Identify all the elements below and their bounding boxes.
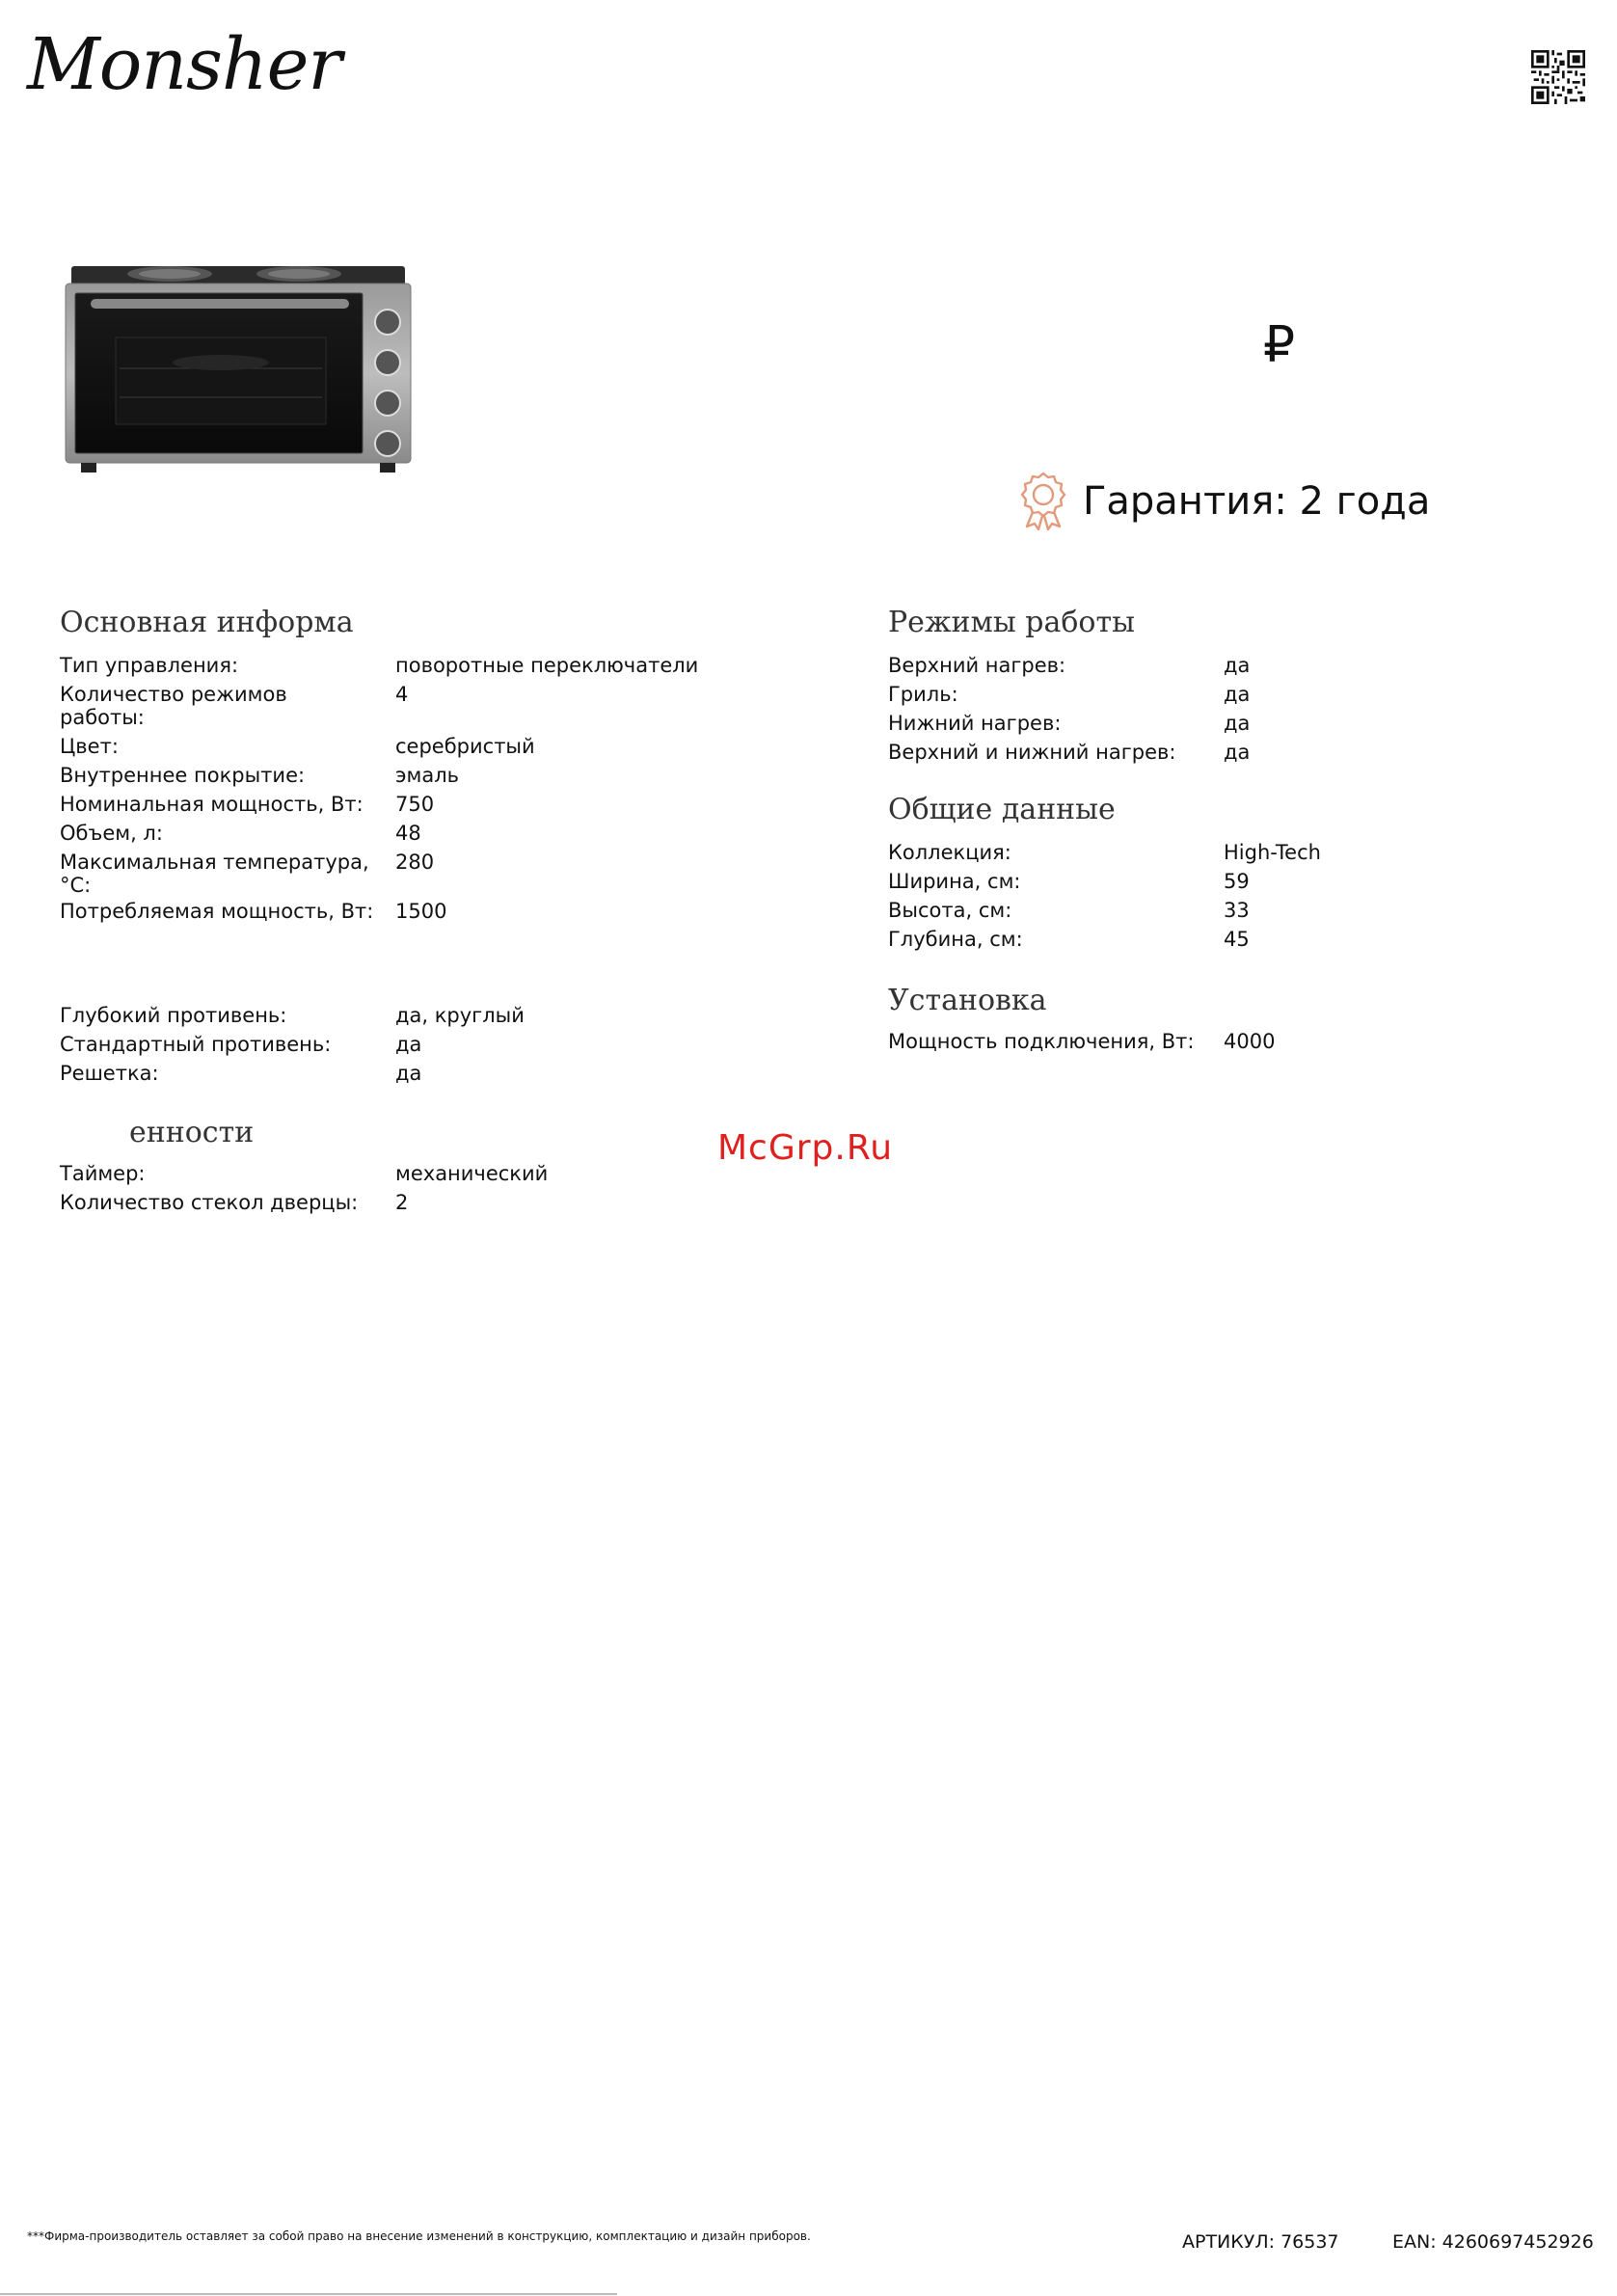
price-currency: ₽ [1263, 316, 1296, 374]
ean-code: EAN: 4260697452926 [1392, 2231, 1594, 2253]
spec-label: Количество стекол дверцы: [60, 1191, 359, 1214]
spec-value: 59 [1224, 870, 1250, 893]
divider [0, 2293, 617, 2295]
spec-label: Цвет: [60, 735, 119, 758]
spec-value: 48 [395, 822, 421, 845]
spec-value: да [1224, 683, 1251, 706]
spec-label: Внутреннее покрытие: [60, 764, 306, 787]
oven-image [62, 262, 415, 476]
watermark: McGrp.Ru [717, 1128, 894, 1168]
qr-code-icon [1531, 50, 1585, 104]
spec-label: Глубокий противень: [60, 1004, 287, 1027]
spec-label: Решетка: [60, 1062, 159, 1085]
spec-value: High-Tech [1224, 841, 1321, 864]
spec-label: Максимальная температура, °С: [60, 851, 369, 897]
spec-value: поворотные переключатели [395, 654, 699, 677]
spec-value: 33 [1224, 899, 1250, 922]
spec-value: 750 [395, 793, 435, 816]
spec-value: да [1224, 712, 1251, 735]
spec-label: Количество режимов работы: [60, 683, 287, 729]
spec-value: да [1224, 654, 1251, 677]
spec-label: Номинальная мощность, Вт: [60, 793, 364, 816]
spec-value: 4000 [1224, 1030, 1276, 1053]
section-title-install: Установка [888, 984, 1047, 1017]
spec-label: Мощность подключения, Вт: [888, 1030, 1195, 1053]
section-title-general: Общие данные [888, 793, 1116, 826]
award-badge-icon [1017, 471, 1069, 532]
spec-label: Верхний и нижний нагрев: [888, 741, 1176, 764]
spec-label: Потребляемая мощность, Вт: [60, 900, 374, 923]
spec-label: Высота, см: [888, 899, 1012, 922]
spec-value: 1500 [395, 900, 447, 923]
spec-label: Глубина, см: [888, 928, 1023, 951]
spec-value: да [395, 1033, 422, 1056]
spec-label: Коллекция: [888, 841, 1011, 864]
spec-value: механический [395, 1162, 549, 1185]
brand-logo: Monsher [27, 23, 341, 106]
spec-label: Нижний нагрев: [888, 712, 1062, 735]
spec-value: серебристый [395, 735, 535, 758]
section-title-modes: Режимы работы [888, 606, 1135, 639]
warranty [1017, 471, 1430, 532]
article-number: АРТИКУЛ: 76537 [1182, 2231, 1339, 2253]
spec-value: 45 [1224, 928, 1250, 951]
spec-value: 4 [395, 683, 409, 706]
spec-label: Объем, л: [60, 822, 163, 845]
spec-label: Верхний нагрев: [888, 654, 1066, 677]
spec-label: Таймер: [60, 1162, 146, 1185]
spec-label: Стандартный противень: [60, 1033, 332, 1056]
spec-value: да, круглый [395, 1004, 525, 1027]
spec-label: Гриль: [888, 683, 958, 706]
spec-value: эмаль [395, 764, 460, 787]
warranty-text: Гарантия: 2 года [1083, 479, 1431, 524]
spec-value: да [1224, 741, 1251, 764]
spec-label: Ширина, см: [888, 870, 1021, 893]
spec-value: 2 [395, 1191, 409, 1214]
section-title-features: енности [129, 1116, 255, 1149]
footnote: ***Фирма-производитель оставляет за собой право на внесение изменений в конструкцию, комплектацию и дизайн приборов. [27, 2229, 811, 2243]
spec-value: да [395, 1062, 422, 1085]
section-title-basic: Основная информа [60, 606, 354, 639]
spec-value: 280 [395, 851, 435, 874]
spec-label: Тип управления: [60, 654, 239, 677]
